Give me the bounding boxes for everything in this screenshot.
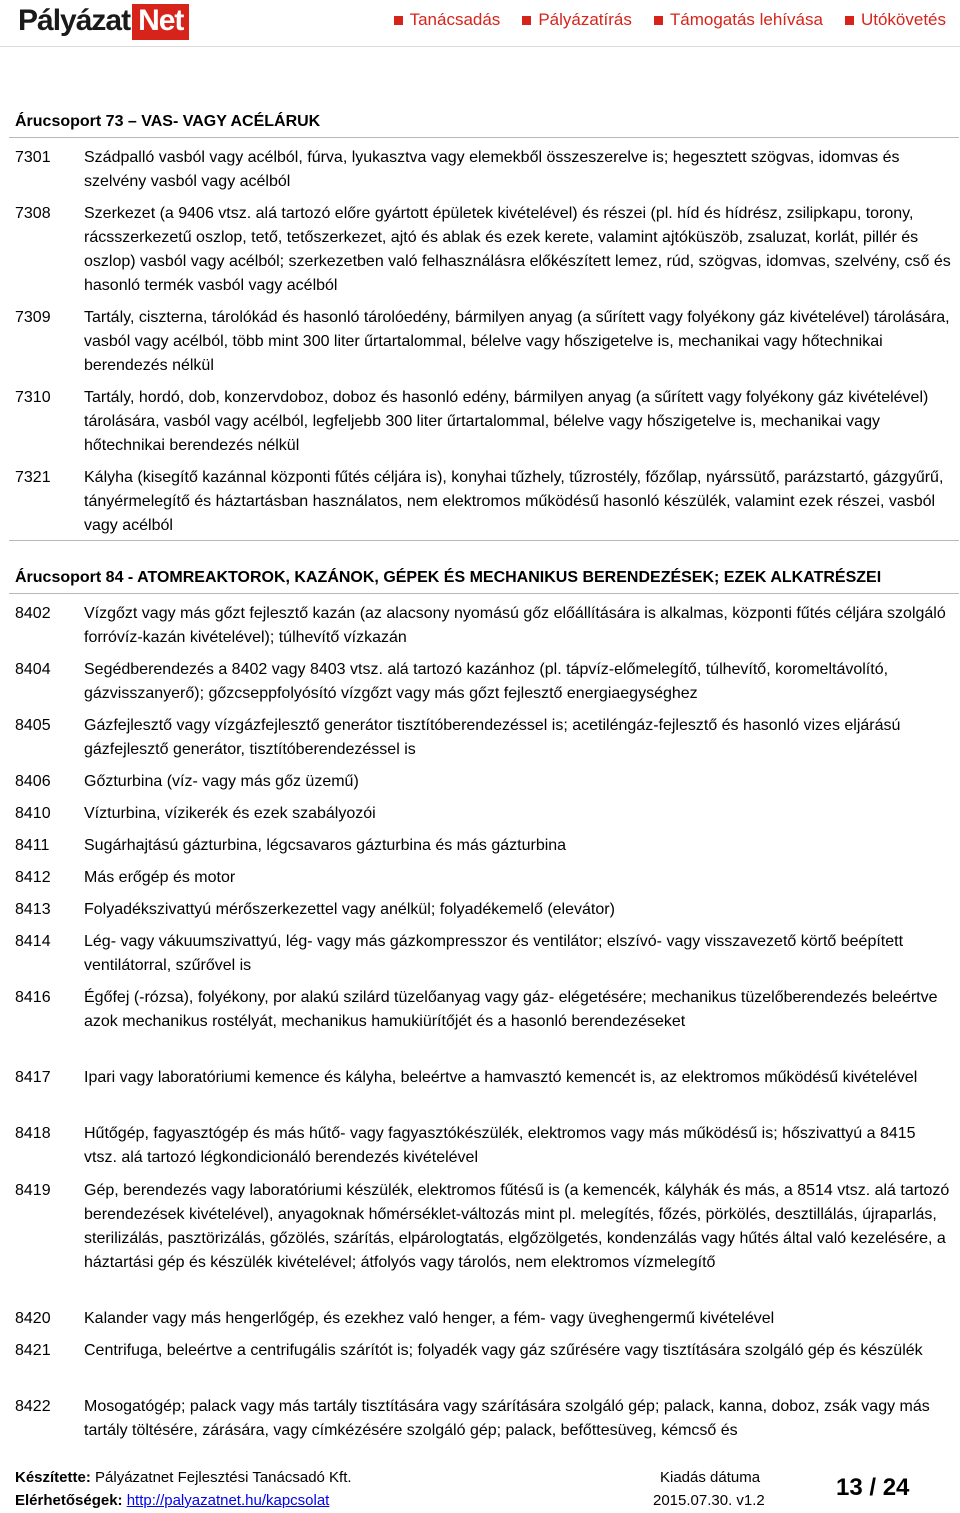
made-by-label: Készítette:	[15, 1469, 91, 1486]
row-description: Centrifuga, beleértve a centrifugális szárítót is; folyadék vagy gáz szűrésére vagy tisztítására szolgáló gép és készülék	[84, 1342, 923, 1359]
logo-text: Pályázat	[18, 4, 131, 37]
logo-box-text: Net	[132, 4, 189, 40]
palyazatnet-logo[interactable]	[18, 4, 189, 40]
section-title-73: Árucsoport 73 – VAS- VAGY ACÉLÁRUK	[15, 113, 321, 130]
section-divider	[9, 593, 959, 594]
row-code: 7309	[15, 309, 51, 326]
top-nav	[394, 10, 946, 30]
row-description: Lég- vagy vákuumszivattyú, lég- vagy más gázkompresszor és ventilátor; elszívó- vagy visszavezető körtő beépített ventilátorral, szűrővel is	[84, 933, 904, 974]
section-title-84: Árucsoport 84 - ATOMREAKTOROK, KAZÁNOK, GÉPEK ÉS MECHANIKUS BERENDEZÉSEK; EZEK ALKATRÉSZEI	[15, 569, 882, 586]
row-code: 8417	[15, 1069, 51, 1086]
contact-link[interactable]: http://palyazatnet.hu/kapcsolat	[126, 1492, 330, 1509]
row-description: Tartály, hordó, dob, konzervdoboz, doboz és hasonló edény, bármilyen anyag (a sűrített vagy folyékony gáz kivételével) tárolására, vasból vagy acélból, legfeljebb 300 liter űrtartalommal, bélelve vagy hőszigetelve is, mechanikai vagy hőtechnikai berendezés nélkül	[84, 389, 929, 454]
square-bullet-icon	[394, 16, 403, 25]
page-number: 13 / 24	[836, 1474, 910, 1501]
row-code: 8402	[15, 605, 51, 622]
row-description: Szerkezet (a 9406 vtsz. alá tartozó előre gyártott épületek kivételével) és részei (pl. híd és hídrész, zsilipkapu, torony, rácsszerkezetű oszlop, tető, tetőszerkezet, ajtó és ablak és ezek kerete, valamint ajtóküszöb, zsaluzat, korlát, pillér és oszlop) vasból vagy acélból; szerkezetben való felhasználásra előkészített lemez, rúd, szögvas, idomvas, szelvény, cső és hasonló termék vasból vagy acélból	[84, 205, 951, 294]
row-description: Ipari vagy laboratóriumi kemence és kályha, beleértve a hamvasztó kemencét is, az elektromos működésű kivételével	[84, 1069, 918, 1086]
row-code: 8413	[15, 901, 51, 918]
square-bullet-icon	[845, 16, 854, 25]
row-description: Más erőgép és motor	[84, 869, 236, 886]
row-code: 8421	[15, 1342, 51, 1359]
section-divider	[9, 540, 959, 541]
nav-item-tanacsadas[interactable]	[394, 10, 501, 30]
nav-label: Támogatás lehívása	[669, 10, 823, 29]
row-description: Folyadékszivattyú mérőszerkezettel vagy anélkül; folyadékemelő (elevátor)	[84, 901, 615, 918]
row-description: Gőzturbina (víz- vagy más gőz üzemű)	[84, 773, 359, 790]
row-description: Sugárhajtású gázturbina, légcsavaros gázturbina és más gázturbina	[84, 837, 567, 854]
row-description: Tartály, ciszterna, tárolókád és hasonló tárolóedény, bármilyen anyag (a sűrített vagy folyékony gáz kivételével) tárolására, vasból vagy acélból, több mint 300 liter űrtartalommal, bélelve vagy hőszigetelve is, mechanikai vagy hőtechnikai berendezés nélkül	[84, 309, 950, 374]
row-code: 7310	[15, 389, 51, 406]
nav-label: Tanácsadás	[409, 10, 501, 29]
row-description: Vízgőzt vagy más gőzt fejlesztő kazán (az alacsony nyomású gőz előállítására is alkalmas, központi fűtés céljára szolgáló forróvíz-kazán kivételével); túlhevítő vízkazán	[84, 605, 946, 646]
row-description: Szádpalló vasból vagy acélból, fúrva, lyukasztva vagy elemekből összeszerelve is; hegesztett szögvas, idomvas és szelvény vasból vagy acélból	[84, 149, 900, 190]
row-description: Segédberendezés a 8402 vagy 8403 vtsz. alá tartozó kazánhoz (pl. tápvíz-előmelegítő, túlhevítő, koromeltávolító, gázvisszanyerő); gőzcseppfolyósító vízgőzt vagy más gőzt fejlesztő energiaegységhez	[84, 661, 889, 702]
row-code: 7301	[15, 149, 51, 166]
row-code: 8420	[15, 1310, 51, 1327]
row-description: Gép, berendezés vagy laboratóriumi készülék, elektromos fűtésű is (a kemencék, kályhák és más, a 8514 vtsz. alá tartozó berendezések kivételével), anyagoknak hőmérséklet-változás mint pl. melegítés, főzés, pörkölés, desztillálás, újraparlás, sterilizálás, pasztörizálás, gőzölés, szárítás, elpárologtatás, elgőzölgetés, kondenzálás vagy hűtés által való kezelésére, a háztartási gép és készülék kivételével; átfolyós vagy tárolós, nem elektromos vízmelegítő	[84, 1182, 950, 1271]
row-code: 8410	[15, 805, 51, 822]
row-code: 8404	[15, 661, 51, 678]
nav-item-utokovetes[interactable]	[845, 10, 946, 30]
row-code: 8412	[15, 869, 51, 886]
issue-date-value: 2015.07.30. v1.2	[653, 1492, 765, 1509]
row-description: Vízturbina, vízikerék és ezek szabályozói	[84, 805, 376, 822]
nav-label: Pályázatírás	[538, 10, 632, 29]
nav-label: Utókövetés	[860, 10, 946, 29]
nav-item-tamogatas-lehivasa[interactable]	[654, 10, 823, 30]
row-description: Gázfejlesztő vagy vízgázfejlesztő generátor tisztítóberendezéssel is; acetiléngáz-fejlesztő és hasonló vizes eljárású gázfejlesztő generátor, tisztítóberendezéssel is	[84, 717, 901, 758]
row-description: Hűtőgép, fagyasztógép és más hűtő- vagy fagyasztókészülék, elektromos vagy más működésű is; hőszivattyú a 8415 vtsz. alá tartozó légkondicionáló berendezés kivételével	[84, 1125, 916, 1166]
row-code: 8422	[15, 1398, 51, 1415]
footer-contact: Elérhetőségek: http://palyazatnet.hu/kapcsolat	[15, 1492, 330, 1509]
section-divider	[9, 137, 959, 138]
row-description: Égőfej (-rózsa), folyékony, por alakú szilárd tüzelőanyag vagy gáz- elégetésére; mechanikus tüzelőberendezés beleértve azok mechanikus rostélyát, mechanikus hamukiürítőjét és a hasonló berendezéseket	[84, 989, 938, 1030]
row-code: 8405	[15, 717, 51, 734]
page-header	[0, 0, 960, 46]
header-divider	[0, 46, 960, 47]
row-code: 8418	[15, 1125, 51, 1142]
square-bullet-icon	[522, 16, 531, 25]
row-description: Kalander vagy más hengerlőgép, és ezekhez való henger, a fém- vagy üveghengermű kivételével	[84, 1310, 775, 1327]
row-code: 8411	[15, 837, 50, 854]
contact-label: Elérhetőségek	[15, 1492, 118, 1509]
nav-item-palyazatiras[interactable]	[522, 10, 632, 30]
footer-made-by	[15, 1467, 352, 1489]
row-code: 7321	[15, 469, 51, 486]
row-description: Mosogatógép; palack vagy más tartály tisztítására vagy szárítására szolgáló gép; palack, kanna, doboz, zsák vagy más tartály töltésére, zárására, vagy címkézésére szolgáló gép; palack, befőttesüveg, kémcső és	[84, 1398, 930, 1439]
row-code: 7308	[15, 205, 51, 222]
row-code: 8416	[15, 989, 51, 1006]
row-code: 8406	[15, 773, 51, 790]
issue-date-label: Kiadás dátuma	[660, 1469, 761, 1486]
made-by-value: Pályázatnet Fejlesztési Tanácsadó Kft.	[95, 1469, 352, 1486]
row-description: Kályha (kisegítő kazánnal központi fűtés céljára is), konyhai tűzhely, tűzrostély, főzőlap, nyárssütő, parázstartó, gázgyűrű, tányérmelegítő és háztartásban használatos, nem elektromos működésű hasonló készülék, valamint ezek részei, vasból vagy acélból	[84, 469, 944, 534]
square-bullet-icon	[654, 16, 663, 25]
row-code: 8419	[15, 1182, 51, 1199]
row-code: 8414	[15, 933, 51, 950]
